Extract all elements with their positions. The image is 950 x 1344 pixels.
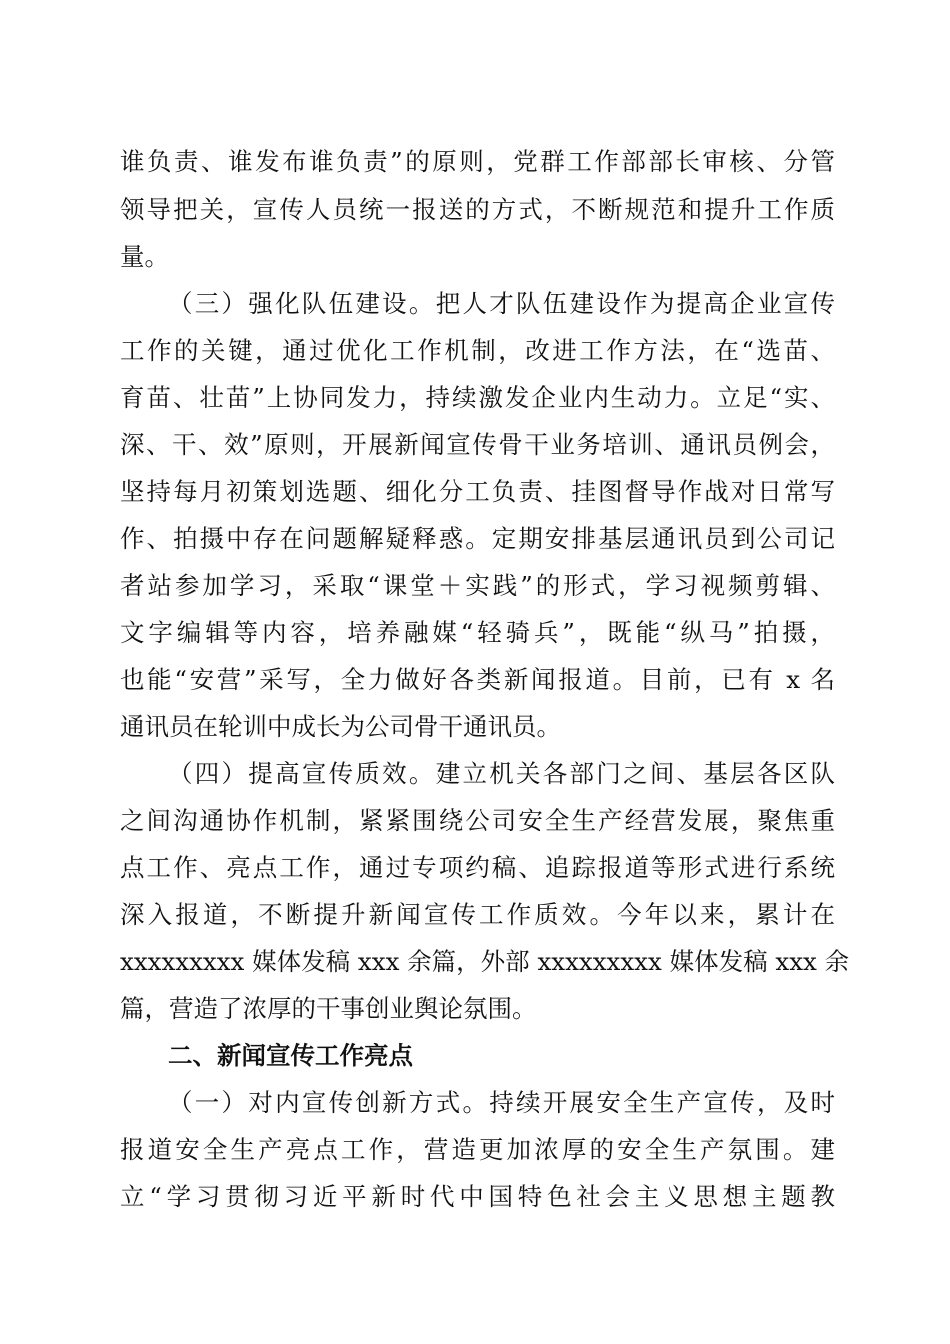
body-text-line: 育苗、壮苗”上协同发力，持续激发企业内生动力。立足“实、 [120,383,835,412]
body-text-line: 之间沟通协作机制，紧紧围绕公司安全生产经营发展，聚焦重 [120,806,835,835]
body-text-line: 立“学习贯彻习近平新时代中国特色社会主义思想主题教 [120,1182,835,1211]
section-four-first-line: （四）提高宣传质效。建立机关各部门之间、基层各区队 [168,759,835,788]
body-text-line: 领导把关，宣传人员统一报送的方式，不断规范和提升工作质 [120,195,835,224]
subsection-one-first-line: （一）对内宣传创新方式。持续开展安全生产宣传，及时 [168,1088,835,1117]
body-text-line: 坚持每月初策划选题、细化分工负责、挂图督导作战对日常写 [120,477,835,506]
body-text-line: 深入报道，不断提升新闻宣传工作质效。今年以来，累计在 [120,900,835,929]
body-text-line: xxxxxxxxx 媒体发稿 xxx 余篇，外部 xxxxxxxxx 媒体发稿 xxx 余 [120,947,850,976]
section-heading: 二、新闻宣传工作亮点 [168,1041,413,1070]
body-text-line: 工作的关键，通过优化工作机制，改进工作方法，在“选苗、 [120,336,835,365]
body-text-line: 通讯员在轮训中成长为公司骨干通讯员。 [120,712,561,741]
body-text-line: 者站参加学习，采取“课堂＋实践”的形式，学习视频剪辑、 [120,571,835,600]
body-text-line: 作、拍摄中存在问题解疑释惑。定期安排基层通讯员到公司记 [120,524,835,553]
body-text-line: 篇，营造了浓厚的干事创业舆论氛围。 [120,994,537,1023]
body-text-line: 报道安全生产亮点工作，营造更加浓厚的安全生产氛围。建 [120,1135,835,1164]
body-text-line: 量。 [120,242,169,271]
section-three-first-line: （三）强化队伍建设。把人才队伍建设作为提高企业宣传 [168,289,835,318]
body-text-line: 文字编辑等内容，培养融媒“轻骑兵”，既能“纵马”拍摄， [120,618,835,647]
body-text-line: 深、干、效”原则，开展新闻宣传骨干业务培训、通讯员例会， [120,430,835,459]
body-text-line: 点工作、亮点工作，通过专项约稿、追踪报道等形式进行系统 [120,853,835,882]
body-text-line: 谁负责、谁发布谁负责”的原则，党群工作部部长审核、分管 [120,147,835,176]
body-text-line: 也能“安营”采写，全力做好各类新闻报道。目前，已有 x 名 [120,665,835,694]
